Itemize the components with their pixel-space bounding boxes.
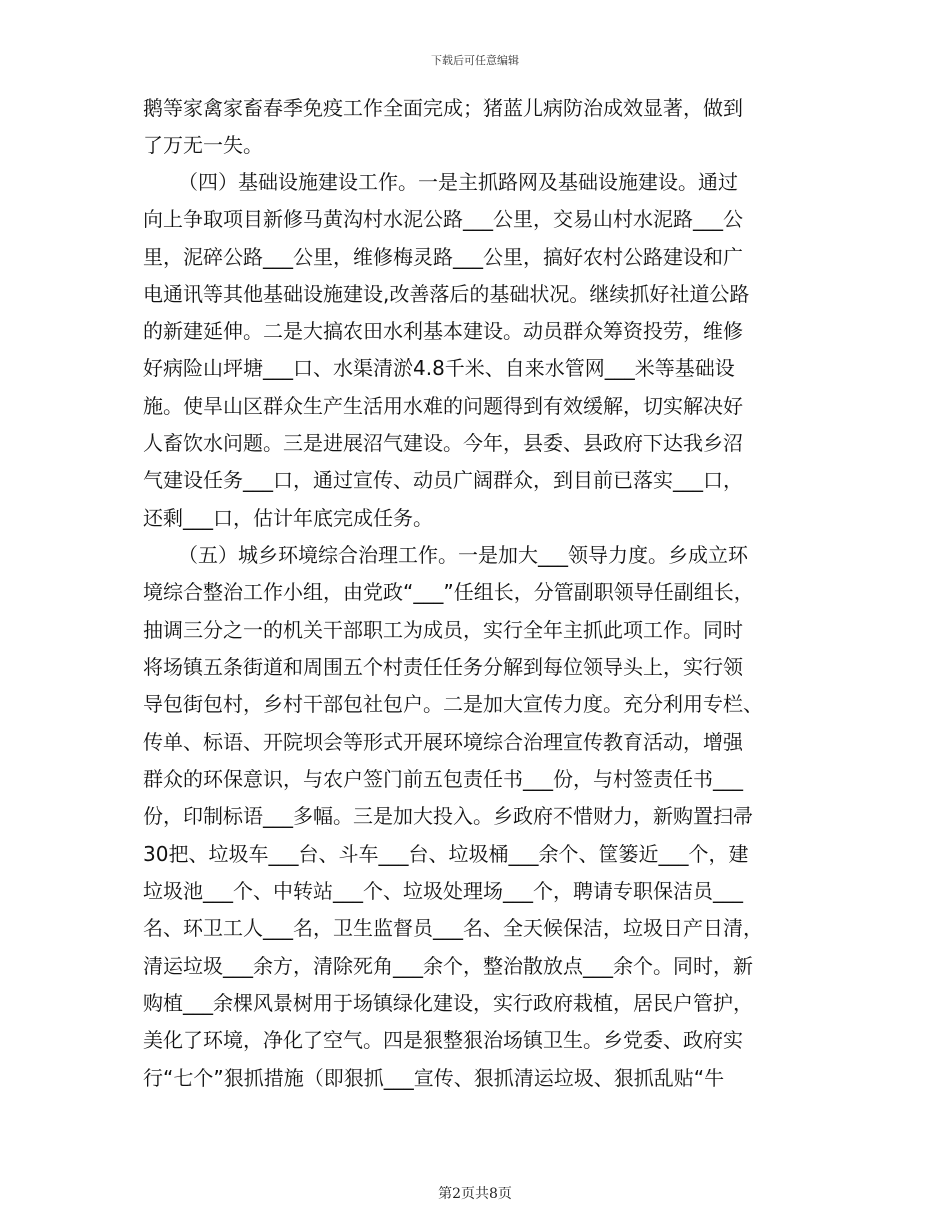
text-line: 30把、垃圾车___台、斗车___台、垃圾桶___余个、筐篓近___个，建 bbox=[143, 842, 749, 866]
text-line: 了万无一失。 bbox=[143, 133, 263, 157]
text-line: 美化了环境，净化了空气。四是狠整狠治场镇卫生。乡党委、政府实 bbox=[143, 1028, 743, 1052]
text-line: 施。使旱山区群众生产生活用水难的问题得到有效缓解，切实解决好 bbox=[143, 394, 743, 418]
text-line: 名、环卫工人___名，卫生监督员___名、全天候保洁，垃圾日产日清， bbox=[143, 916, 763, 940]
text-line: 里，泥碎公路___公里，维修梅灵路___公里，搞好农村公路建设和广 bbox=[143, 245, 743, 269]
text-line: 行“七个”狠抓措施（即狠抓___宣传、狠抓清运垃圾、狠抓乱贴“牛 bbox=[143, 1066, 725, 1090]
text-line: 电通讯等其他基础设施建设,改善落后的基础状况。继续抓好社道公路 bbox=[143, 282, 750, 306]
page-number-footer: 第2页共8页 bbox=[438, 1186, 512, 1202]
text-line: 份，印制标语___多幅。三是加大投入。乡政府不惜财力，新购置扫帚 bbox=[143, 804, 753, 828]
text-line: 的新建延伸。二是大搞农田水利基本建设。动员群众筹资投劳，维修 bbox=[143, 319, 743, 343]
text-line: 垃圾池___个、中转站___个、垃圾处理场___个，聘请专职保洁员___ bbox=[143, 879, 743, 903]
text-line: 还剩___口，估计年底完成任务。 bbox=[143, 506, 433, 530]
text-line: （五）城乡环境综合治理工作。一是加大___领导力度。乡成立环 bbox=[178, 543, 748, 567]
text-line: 导包街包村，乡村干部包社包户。二是加大宣传力度。充分利用专栏、 bbox=[143, 692, 763, 716]
text-line: 气建设任务___口，通过宣传、动员广阔群众，到目前已落实___口， bbox=[143, 468, 743, 492]
text-line: 购植___余棵风景树用于场镇绿化建设，实行政府栽植，居民户管护， bbox=[143, 991, 753, 1015]
page-header: 下载后可任意编辑 bbox=[431, 54, 519, 67]
text-line: 清运垃圾___余方，清除死角___余个，整治散放点___余个。同时，新 bbox=[143, 954, 753, 978]
text-line: 将场镇五条街道和周围五个村责任任务分解到每位领导头上，实行领 bbox=[143, 655, 743, 679]
text-line: 境综合整治工作小组，由党政“___”任组长，分管副职领导任副组长， bbox=[143, 580, 754, 604]
text-line: 好病险山坪塘___口、水渠清淤4.8千米、自来水管网___米等基础设 bbox=[143, 356, 735, 380]
text-line: 向上争取项目新修马黄沟村水泥公路___公里，交易山村水泥路___公 bbox=[143, 207, 743, 231]
text-line: 人畜饮水问题。三是进展沼气建设。今年，县委、县政府下达我乡沼 bbox=[143, 431, 743, 455]
text-line: 鹅等家禽家畜春季免疫工作全面完成；猪蓝儿病防治成效显著，做到 bbox=[143, 96, 743, 120]
text-line: 传单、标语、开院坝会等形式开展环境综合治理宣传教育活动，增强 bbox=[143, 730, 743, 754]
text-line: 群众的环保意识，与农户签门前五包责任书___份，与村签责任书___ bbox=[143, 767, 743, 791]
text-line: 抽调三分之一的机关干部职工为成员，实行全年主抓此项工作。同时 bbox=[143, 618, 743, 642]
text-line: （四）基础设施建设工作。一是主抓路网及基础设施建设。通过 bbox=[178, 170, 738, 194]
